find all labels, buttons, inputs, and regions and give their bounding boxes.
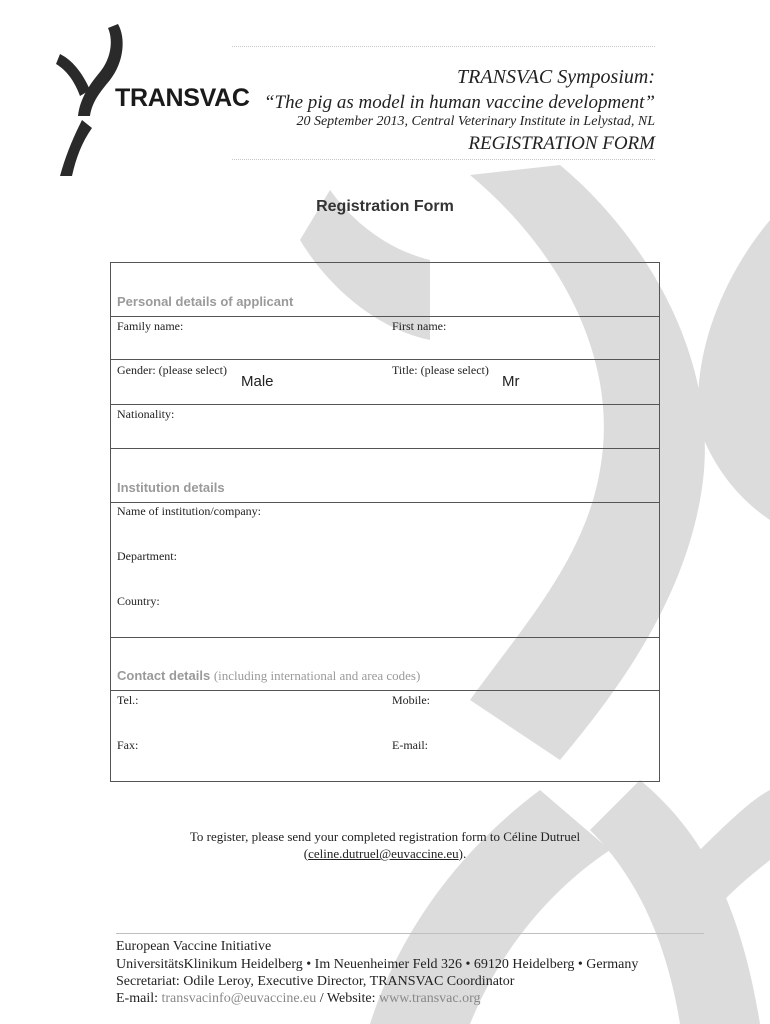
- email-label: E-mail:: [392, 738, 428, 752]
- header-top-divider: [232, 46, 655, 47]
- registration-form: [110, 262, 660, 782]
- close-paren: ).: [458, 846, 467, 861]
- footer-email-link[interactable]: transvacinfo@euvaccine.eu: [161, 991, 317, 1006]
- footer-website-prefix: / Website:: [316, 991, 380, 1006]
- divider: [111, 359, 659, 360]
- department-label: Department:: [117, 549, 177, 563]
- gender-label: Gender: (please select): [117, 363, 227, 377]
- nationality-label: Nationality:: [117, 407, 175, 421]
- register-instruction: To register, please send your completed registration form to Céline Dutruel: [189, 829, 581, 844]
- register-email-line: [0, 846, 770, 862]
- footer-contact: [116, 991, 481, 1007]
- first-name-label: First name:: [392, 319, 447, 333]
- divider: [111, 502, 659, 503]
- footer-org: European Vaccine Initiative: [116, 939, 272, 954]
- divider: [111, 690, 659, 691]
- footer-address: UniversitätsKlinikum Heidelberg • Im Neuenheimer Feld 326 • 69120 Heidelberg • Germany: [116, 957, 639, 972]
- personal-details-heading: Personal details of applicant: [117, 294, 294, 309]
- footer-divider: [116, 933, 704, 934]
- footer-secretariat: Secretariat: Odile Leroy, Executive Director, TRANSVAC Coordinator: [116, 974, 515, 989]
- divider: [111, 448, 659, 449]
- institution-label: Name of institution/company:: [117, 504, 261, 518]
- footer-website-link[interactable]: www.transvac.org: [379, 991, 481, 1006]
- title-select-value[interactable]: Mr: [502, 373, 520, 390]
- divider: [111, 637, 659, 638]
- footer-email-prefix: E-mail:: [116, 991, 162, 1006]
- gender-select[interactable]: Male: [241, 373, 274, 390]
- open-paren: (: [303, 846, 309, 861]
- institution-details-heading: Institution details: [117, 480, 225, 495]
- tel-label: Tel.:: [117, 693, 139, 707]
- symposium-date: 20 September 2013, Central Veterinary Institute in Lelystad, NL: [296, 114, 655, 129]
- contact-heading-note: (including international and area codes): [213, 668, 421, 683]
- fax-label: Fax:: [117, 738, 139, 752]
- contact-details-heading: [117, 668, 420, 684]
- header-bottom-divider: [232, 159, 655, 160]
- divider: [111, 404, 659, 405]
- registration-form-label: REGISTRATION FORM: [468, 133, 655, 154]
- divider: [111, 316, 659, 317]
- register-email-link[interactable]: celine.dutruel@euvaccine.eu: [308, 846, 459, 861]
- country-label: Country:: [117, 594, 160, 608]
- logo-wordmark: TRANSVAC: [115, 84, 250, 112]
- symposium-title: TRANSVAC Symposium:: [457, 66, 655, 88]
- symposium-subtitle: “The pig as model in human vaccine development”: [263, 92, 655, 113]
- family-name-label: Family name:: [117, 319, 184, 333]
- title-label: Title: (please select): [392, 363, 489, 377]
- contact-heading-text: Contact details: [117, 668, 211, 683]
- page-title: Registration Form: [316, 198, 454, 215]
- mobile-label: Mobile:: [392, 693, 430, 707]
